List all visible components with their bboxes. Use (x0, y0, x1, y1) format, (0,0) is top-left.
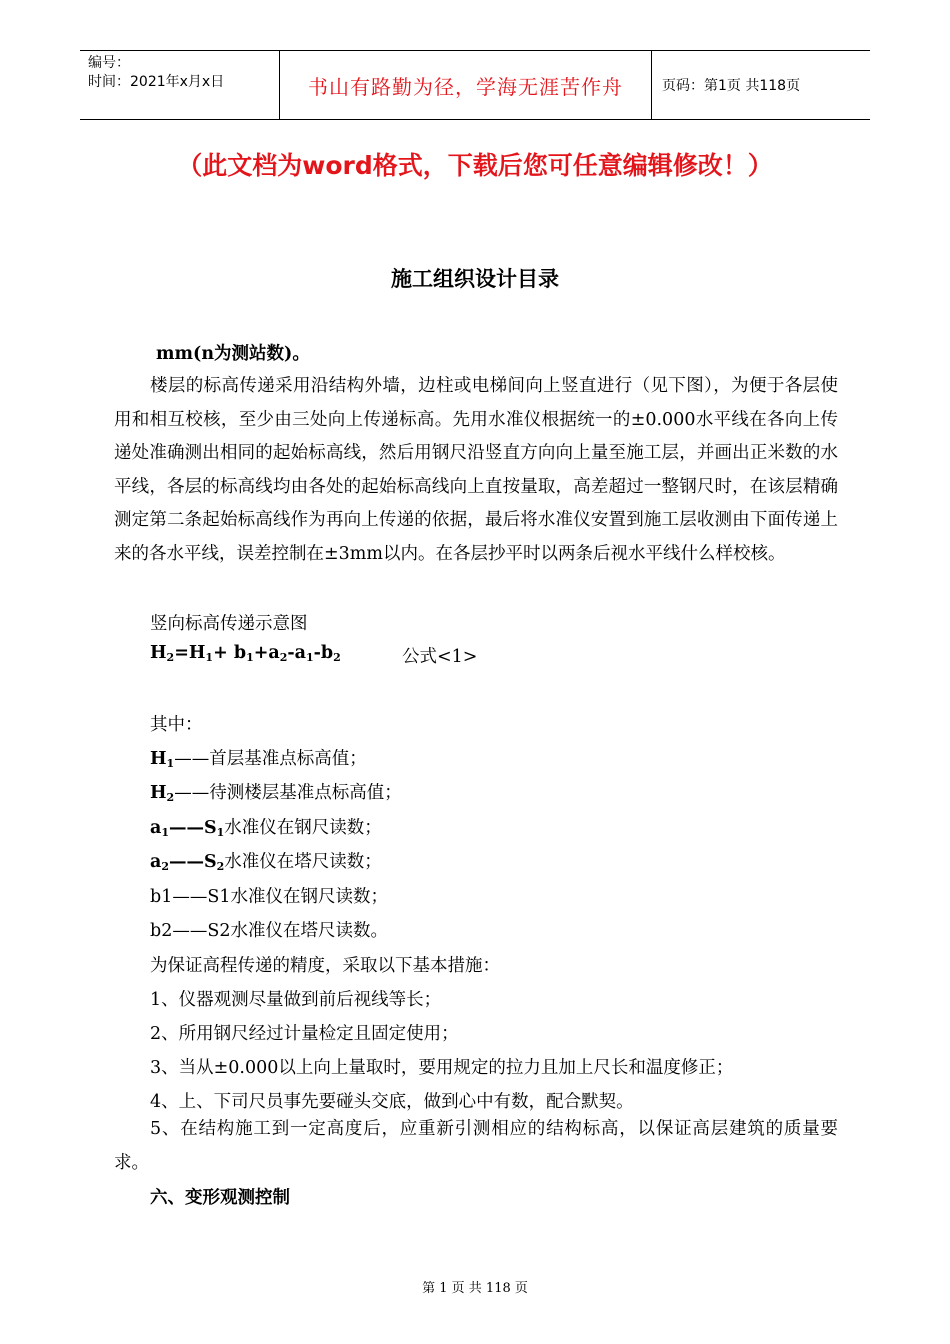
editable-notice: （此文档为word格式，下载后您可任意编辑修改！） (177, 151, 773, 180)
measures-intro: 为保证高程传递的精度，采取以下基本措施： (150, 956, 500, 976)
header-motto: 书山有路勤为径，学海无涯苦作舟 (280, 51, 652, 119)
page-footer: 第 1 页 共 118 页 (422, 1281, 528, 1296)
formula-note: mm(n为测站数)。 (156, 344, 310, 364)
header-info (80, 51, 280, 119)
number-label: 编号： (88, 55, 130, 71)
definition-h1: $H_1——$首层基准点标高值； (150, 749, 367, 770)
definition-a2: $a_2——S_2$水准仪在塔尺读数； (150, 852, 382, 873)
definition-b2: b2——S2水准仪在塔尺读数。 (150, 921, 388, 941)
measure-3: 3、当从±0.000以上向上量取时，要用规定的拉力且加上尺长和温度修正； (150, 1058, 734, 1078)
where-label: 其中： (150, 715, 203, 735)
definition-b1: b1——S1水准仪在钢尺读数； (150, 887, 388, 907)
formula-label: 公式<1> (402, 647, 478, 667)
header-page-label: 页码：第1页 共118页 (662, 78, 801, 94)
page-header (80, 50, 870, 120)
definition-h2: $H_2——$待测楼层基准点标高值； (150, 783, 402, 804)
formula: $H_2=H_1+ b_1+a_2-a_1-b_2$ (150, 643, 341, 664)
measure-1: 1、仪器观测尽量做到前后视线等长； (150, 990, 442, 1010)
measure-4: 4、上、下司尺员事先要碰头交底，做到心中有数，配合默契。 (150, 1092, 634, 1112)
diagram-caption: 竖向标高传递示意图 (150, 614, 308, 634)
definition-a1: $a_1——S_1$水准仪在钢尺读数； (150, 818, 382, 839)
document-title: 施工组织设计目录 (391, 267, 559, 291)
measure-5: 5、在结构施工到一定高度后，应重新引测相应的结构标高，以保证高层建筑的质量要求。 (114, 1119, 838, 1173)
section-heading-6: 六、变形观测控制 (150, 1188, 290, 1208)
paragraph-elevation-transfer: 楼层的标高传递采用沿结构外墙，边柱或电梯间向上竖直进行（见下图），为便于各层使用和相互校核，至少由三处向上传递标高。先用水准仪根据统一的±0.000水平线在各向上传递处准确测出相同的起始标高线，然后用钢尺沿竖直方向向上量至施工层，并画出正米数的水平线，各层的标高线均由各处的起始标高线向上直按量取，高差超过一整钢尺时，在该层精确测定第二条起始标高线作为再向上传递的依据，最后将水准仪安置到施工层收测由下面传递上来的各水平线，误差控制在±3mm以内。在各层抄平时以两条后视水平线什么样校核。 (114, 376, 838, 564)
measure-2: 2、所用钢尺经过计量检定且固定使用； (150, 1024, 459, 1044)
date-label: 时间：2021年x月x日 (88, 74, 225, 90)
